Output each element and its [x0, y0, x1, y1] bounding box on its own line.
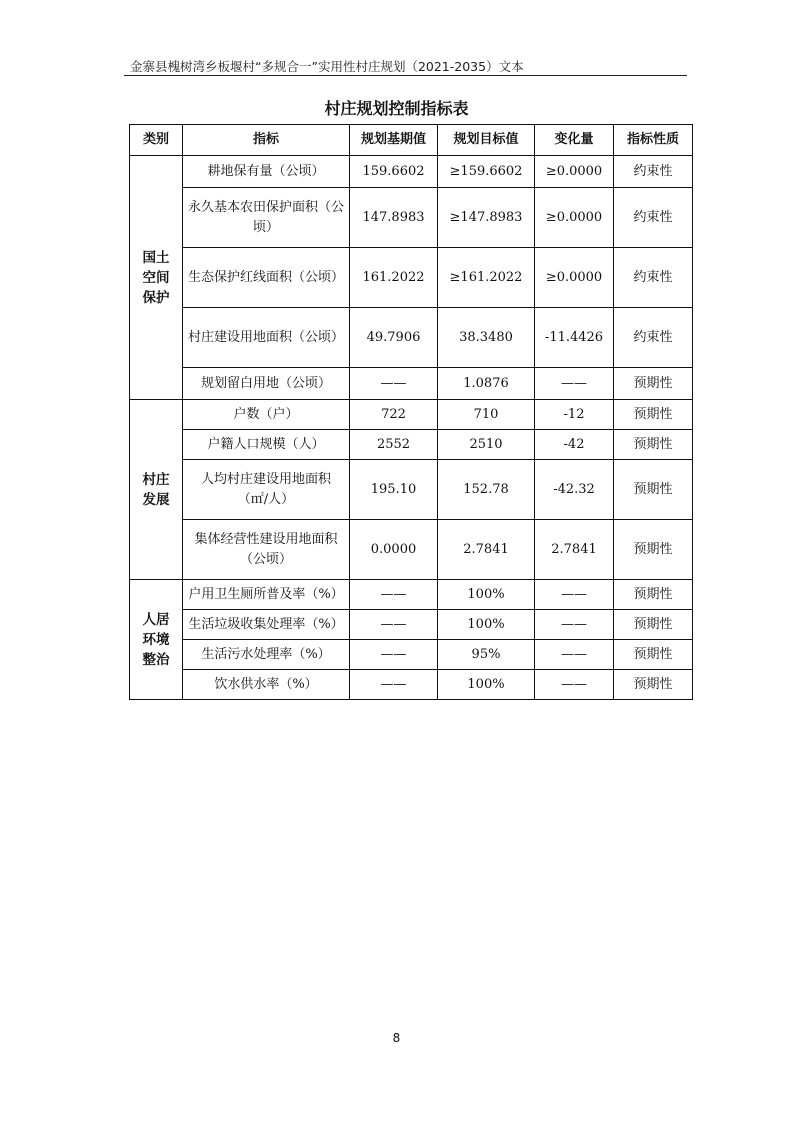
table-row	[130, 460, 693, 520]
value-cell: -42	[535, 430, 614, 460]
column-header: 规划目标值	[438, 125, 535, 156]
value-cell: 195.10	[350, 460, 438, 520]
value-cell: ——	[535, 368, 614, 400]
column-header: 指标	[183, 125, 350, 156]
value-cell: ≥147.8983	[438, 188, 535, 248]
value-cell: -42.32	[535, 460, 614, 520]
value-cell: 2552	[350, 430, 438, 460]
table-row	[130, 156, 693, 188]
table-header-row	[130, 125, 693, 156]
value-cell: ——	[350, 580, 438, 610]
value-cell: ——	[350, 640, 438, 670]
column-header: 规划基期值	[350, 125, 438, 156]
header-rule	[124, 75, 687, 76]
category-cell: 国土 空间 保护	[130, 156, 183, 400]
table-row	[130, 520, 693, 580]
value-cell: 100%	[438, 610, 535, 640]
value-cell: 100%	[438, 580, 535, 610]
table-row	[130, 670, 693, 700]
table-row	[130, 580, 693, 610]
value-cell: ——	[535, 640, 614, 670]
table-row	[130, 368, 693, 400]
value-cell: 预期性	[614, 460, 693, 520]
value-cell: 约束性	[614, 248, 693, 308]
page-number: 8	[392, 1031, 401, 1045]
column-header: 类别	[130, 125, 183, 156]
value-cell: 约束性	[614, 156, 693, 188]
indicator-cell: 集体经营性建设用地面积（公顷）	[183, 520, 350, 580]
category-cell: 村庄 发展	[130, 400, 183, 580]
value-cell: ≥0.0000	[535, 156, 614, 188]
indicator-cell: 永久基本农田保护面积（公顷）	[183, 188, 350, 248]
value-cell: 161.2022	[350, 248, 438, 308]
indicator-cell: 生活垃圾收集处理率（%）	[183, 610, 350, 640]
indicator-cell: 人均村庄建设用地面积（㎡/人）	[183, 460, 350, 520]
column-header: 指标性质	[614, 125, 693, 156]
running-header: 金寨县槐树湾乡板堰村“多规合一”实用性村庄规划（2021-2035）文本	[130, 59, 524, 74]
value-cell: 预期性	[614, 400, 693, 430]
column-header: 变化量	[535, 125, 614, 156]
value-cell: -11.4426	[535, 308, 614, 368]
value-cell: 159.6602	[350, 156, 438, 188]
value-cell: ≥161.2022	[438, 248, 535, 308]
value-cell: ——	[350, 670, 438, 700]
value-cell: 预期性	[614, 640, 693, 670]
value-cell: 预期性	[614, 520, 693, 580]
table-row	[130, 308, 693, 368]
value-cell: 95%	[438, 640, 535, 670]
control-indicator-table	[129, 124, 693, 700]
indicator-cell: 村庄建设用地面积（公顷）	[183, 308, 350, 368]
value-cell: 预期性	[614, 610, 693, 640]
table-row	[130, 640, 693, 670]
indicator-cell: 生态保护红线面积（公顷）	[183, 248, 350, 308]
value-cell: ——	[350, 368, 438, 400]
indicator-cell: 规划留白用地（公顷）	[183, 368, 350, 400]
value-cell: 2.7841	[535, 520, 614, 580]
value-cell: 147.8983	[350, 188, 438, 248]
value-cell: ——	[535, 580, 614, 610]
indicator-cell: 户数（户）	[183, 400, 350, 430]
table-title: 村庄规划控制指标表	[324, 99, 469, 118]
value-cell: ≥0.0000	[535, 248, 614, 308]
value-cell: ——	[350, 610, 438, 640]
value-cell: 38.3480	[438, 308, 535, 368]
value-cell: 约束性	[614, 308, 693, 368]
indicator-cell: 户用卫生厕所普及率（%）	[183, 580, 350, 610]
indicator-cell: 饮水供水率（%）	[183, 670, 350, 700]
category-cell: 人居 环境 整治	[130, 580, 183, 700]
value-cell: 722	[350, 400, 438, 430]
value-cell: 2510	[438, 430, 535, 460]
indicator-cell: 生活污水处理率（%）	[183, 640, 350, 670]
value-cell: 49.7906	[350, 308, 438, 368]
value-cell: ≥159.6602	[438, 156, 535, 188]
value-cell: 0.0000	[350, 520, 438, 580]
value-cell: 152.78	[438, 460, 535, 520]
value-cell: 预期性	[614, 368, 693, 400]
value-cell: 约束性	[614, 188, 693, 248]
value-cell: 710	[438, 400, 535, 430]
indicator-cell: 耕地保有量（公顷）	[183, 156, 350, 188]
table-row	[130, 248, 693, 308]
table-row	[130, 188, 693, 248]
value-cell: 预期性	[614, 580, 693, 610]
value-cell: 预期性	[614, 670, 693, 700]
table-row	[130, 610, 693, 640]
table-row	[130, 400, 693, 430]
value-cell: ——	[535, 670, 614, 700]
value-cell: ≥0.0000	[535, 188, 614, 248]
table-row	[130, 430, 693, 460]
value-cell: 预期性	[614, 430, 693, 460]
value-cell: ——	[535, 610, 614, 640]
value-cell: -12	[535, 400, 614, 430]
indicator-cell: 户籍人口规模（人）	[183, 430, 350, 460]
value-cell: 100%	[438, 670, 535, 700]
value-cell: 2.7841	[438, 520, 535, 580]
value-cell: 1.0876	[438, 368, 535, 400]
